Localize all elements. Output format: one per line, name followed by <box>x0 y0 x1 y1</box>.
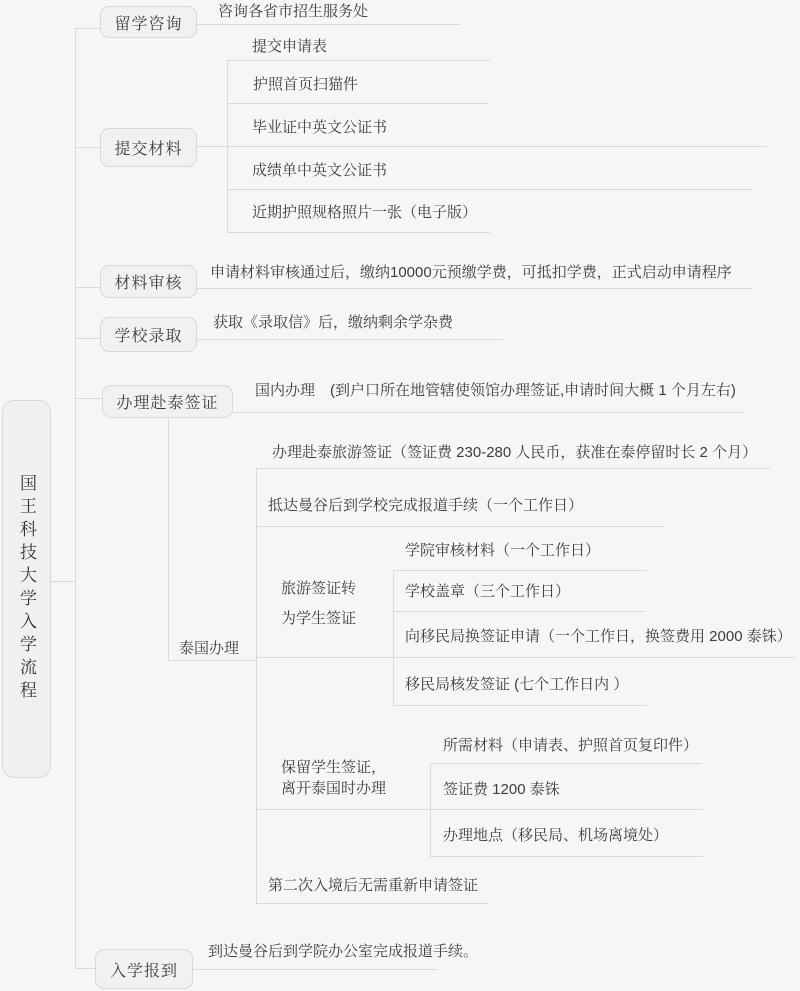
topic-location[interactable]: 办理地点（移民局、机场离境处） <box>443 827 669 844</box>
branch-node-materials-label: 提交材料 <box>114 141 183 158</box>
topic-thailand-process[interactable]: 泰国办理 <box>179 640 240 657</box>
topic-convert-visa-line2[interactable]: 为学生签证 <box>281 610 357 627</box>
topic-passport-scan[interactable]: 护照首页扫猫件 <box>253 76 359 93</box>
branch-node-review[interactable] <box>100 265 197 298</box>
separator-thailand-children <box>256 468 257 903</box>
topic-convert-visa-line1[interactable]: 旅游签证转 <box>281 580 357 597</box>
topic-keep-visa-line2[interactable]: 离开泰国时办理 <box>281 780 387 797</box>
underline-passport-scan <box>227 103 488 104</box>
branch-node-visa-label: 办理赴泰签证 <box>116 395 219 412</box>
topic-required-docs[interactable]: 所需材料（申请表、护照首页复印件） <box>443 737 699 754</box>
underline-transcript <box>227 189 753 190</box>
branch-node-review-label: 材料审核 <box>114 275 183 292</box>
underline-second-entry <box>256 903 488 904</box>
connector-branch-admission <box>75 338 100 339</box>
separator-convert-children <box>393 570 394 705</box>
underline-review-child <box>197 288 752 289</box>
branch-node-admission[interactable] <box>100 317 197 352</box>
underline-college-review <box>393 570 647 571</box>
branch-node-admission-label: 学校录取 <box>114 328 183 345</box>
connector-branch-register <box>75 968 95 969</box>
topic-admission-detail[interactable]: 获取《录取信》后，缴纳剩余学杂费 <box>213 314 454 331</box>
separator-keep-children <box>430 763 431 856</box>
branch-node-consult-label: 留学咨询 <box>114 15 183 33</box>
underline-register-child <box>193 969 437 970</box>
underline-application-form <box>227 60 490 61</box>
topic-diploma-notary[interactable]: 毕业证中英文公证书 <box>252 119 388 136</box>
descender-visa-thailand <box>168 418 169 660</box>
underline-keep-visa <box>256 809 703 810</box>
underline-tourist-visa <box>256 468 770 469</box>
topic-keep-visa-line1[interactable]: 保留学生签证， <box>281 759 387 776</box>
topic-second-entry[interactable]: 第二次入境后无需重新申请签证 <box>268 877 479 894</box>
topic-consult-offices[interactable]: 咨询各省市招生服务处 <box>218 3 369 20</box>
branch-node-consult[interactable] <box>100 6 197 38</box>
topic-review-detail[interactable]: 申请材料审核通过后，缴纳10000元预缴学费，可抵扣学费，正式启动申请程序 <box>210 264 732 281</box>
connector-branch-consult <box>75 28 100 29</box>
topic-arrive-bangkok[interactable]: 抵达曼谷后到学校完成报道手续（一个工作日） <box>268 497 584 514</box>
branch-node-register[interactable] <box>95 949 193 989</box>
topic-college-review[interactable]: 学院审核材料（一个工作日） <box>405 542 601 559</box>
underline-photo <box>227 232 490 233</box>
topic-immigration-apply[interactable]: 向移民局换签证申请（一个工作日，换签费用 2000 泰铢） <box>405 628 792 645</box>
topic-domestic-process[interactable]: 国内办理 (到户口所在地管辖使领馆办理签证,申请时间大概 1 个月左右) <box>255 382 736 399</box>
topic-tourist-visa[interactable]: 办理赴泰旅游签证（签证费 230-280 人民币，获准在泰停留时长 2 个月） <box>272 444 758 461</box>
separator-materials-children <box>227 60 228 233</box>
underline-admission-child <box>197 339 503 340</box>
underline-arrive-bangkok <box>256 526 665 527</box>
root-node[interactable] <box>2 400 51 778</box>
underline-domestic <box>233 412 745 413</box>
connector-branch-visa <box>75 398 102 399</box>
trunk-line <box>75 28 76 968</box>
branch-node-register-label: 入学报到 <box>109 962 178 980</box>
topic-school-stamp[interactable]: 学校盖章（三个工作日） <box>405 583 571 600</box>
underline-diploma <box>197 146 767 147</box>
underline-convert-visa <box>256 657 795 658</box>
topic-visa-issue[interactable]: 移民局核发签证 (七个工作日内 ） <box>405 676 629 693</box>
topic-register-detail[interactable]: 到达曼谷后到学院办公室完成报道手续。 <box>208 943 479 960</box>
underline-school-stamp <box>393 611 645 612</box>
topic-photo[interactable]: 近期护照规格照片一张（电子版） <box>252 204 478 221</box>
underline-consult-child <box>197 24 460 25</box>
underline-visa-issue <box>393 705 647 706</box>
connector-root-trunk <box>51 581 75 582</box>
topic-application-form[interactable]: 提交申请表 <box>252 38 328 55</box>
branch-node-visa[interactable] <box>102 385 233 418</box>
underline-thailand <box>168 660 256 661</box>
underline-location <box>430 856 703 857</box>
underline-required-docs <box>430 763 702 764</box>
root-node-label: 国王科技大学入学流程 <box>17 474 36 704</box>
topic-visa-fee[interactable]: 签证费 1200 泰铢 <box>443 781 560 798</box>
connector-branch-review <box>75 287 100 288</box>
branch-node-materials[interactable] <box>100 128 197 167</box>
connector-branch-materials <box>75 147 100 148</box>
topic-transcript-notary[interactable]: 成绩单中英文公证书 <box>252 162 388 179</box>
